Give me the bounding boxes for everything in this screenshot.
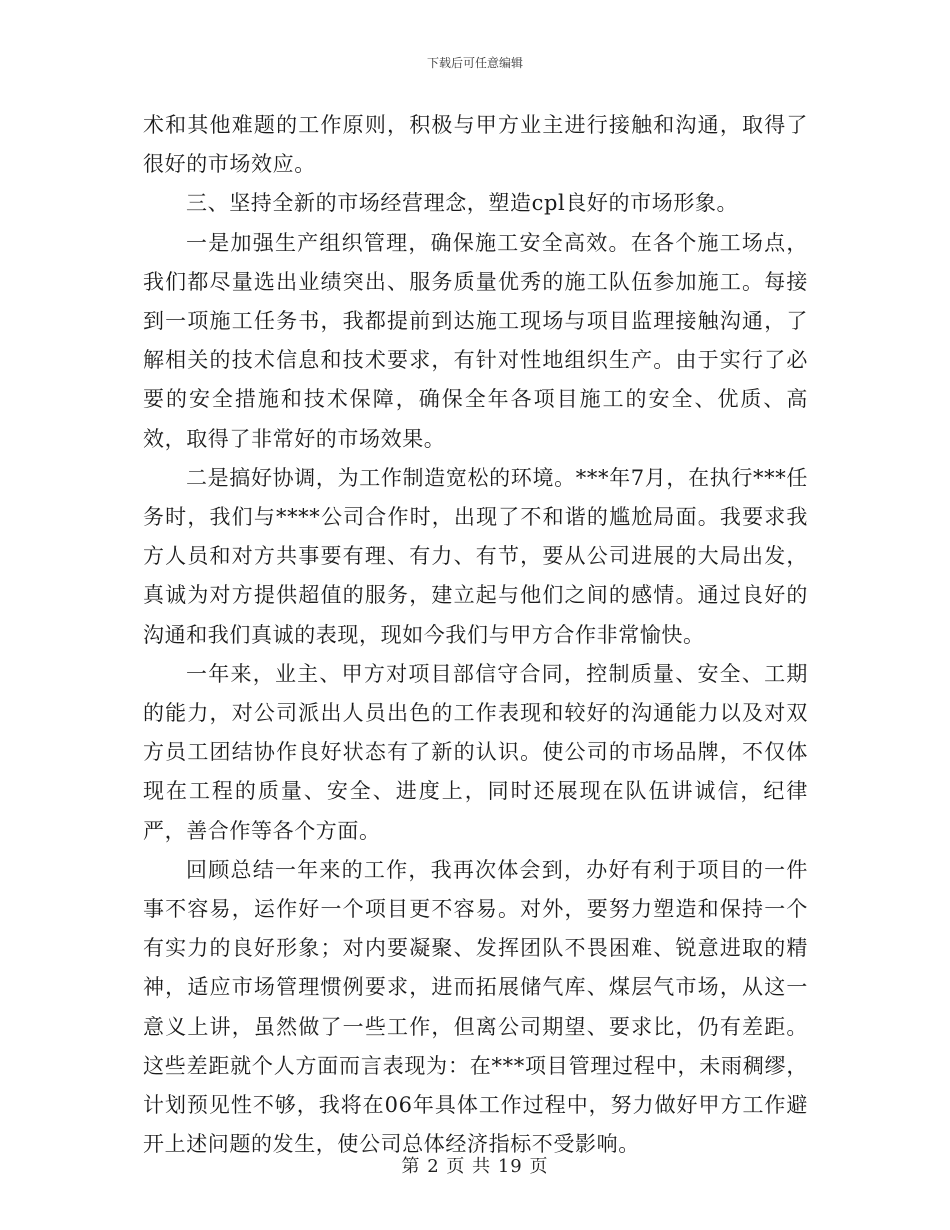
section-heading-three: 三、坚持全新的市场经营理念，塑造cpl良好的市场形象。 (186, 191, 739, 216)
paragraph-coordination: 二是搞好协调，为工作制造宽松的环境。***年7月，在执行***任务时，我们与****公司合作时，出现了不和谐的尴尬局面。我要求我方人员和对方共事要有理、有力、有节，要从公司进展的大局出发，真诚为对方提供超值的服务，建立起与他们之间的感情。通过良好的沟通和我们真诚的表现，现如今我们与甲方合作非常愉快。 (143, 465, 808, 647)
paragraph-production-management: 一是加强生产组织管理，确保施工安全高效。在各个施工场点，我们都尽量选出业绩突出、服务质量优秀的施工队伍参加施工。每接到一项施工任务书，我都提前到达施工现场与项目监理接触沟通，了解相关的技术信息和技术要求，有针对性地组织生产。由于实行了必要的安全措施和技术保障，确保全年各项目施工的安全、优质、高效，取得了非常好的市场效果。 (143, 230, 808, 451)
paragraph-summary: 回顾总结一年来的工作，我再次体会到，办好有利于项目的一件事不容易，运作好一个项目更不容易。对外，要努力塑造和保持一个有实力的良好形象；对内要凝聚、发挥团队不畏困难、锐意进取的精神，适应市场管理惯例要求，进而拓展储气库、煤层气市场，从这一意义上讲，虽然做了一些工作，但离公司期望、要求比，仍有差距。这些差距就个人方面而言表现为：在***项目管理过程中，未雨稠缪，计划预见性不够，我将在06年具体工作过程中，努力做好甲方工作避开上述问题的发生，使公司总体经济指标不受影响。 (143, 857, 808, 1157)
page-number-footer: 第 2 页 共 19 页 (401, 1156, 549, 1177)
paragraph-continuation: 术和其他难题的工作原则，积极与甲方业主进行接触和沟通，取得了很好的市场效应。 (143, 113, 808, 177)
document-body (143, 106, 808, 1164)
page-header-note: 下载后可任意编辑 (426, 56, 523, 70)
paragraph-year-review: 一年来，业主、甲方对项目部信守合同，控制质量、安全、工期的能力，对公司派出人员出色的工作表现和较好的沟通能力以及对双方员工团结协作良好状态有了新的认识。使公司的市场品牌，不仅体现在工程的质量、安全、进度上，同时还展现在队伍讲诚信，纪律严，善合作等各个方面。 (143, 661, 808, 843)
